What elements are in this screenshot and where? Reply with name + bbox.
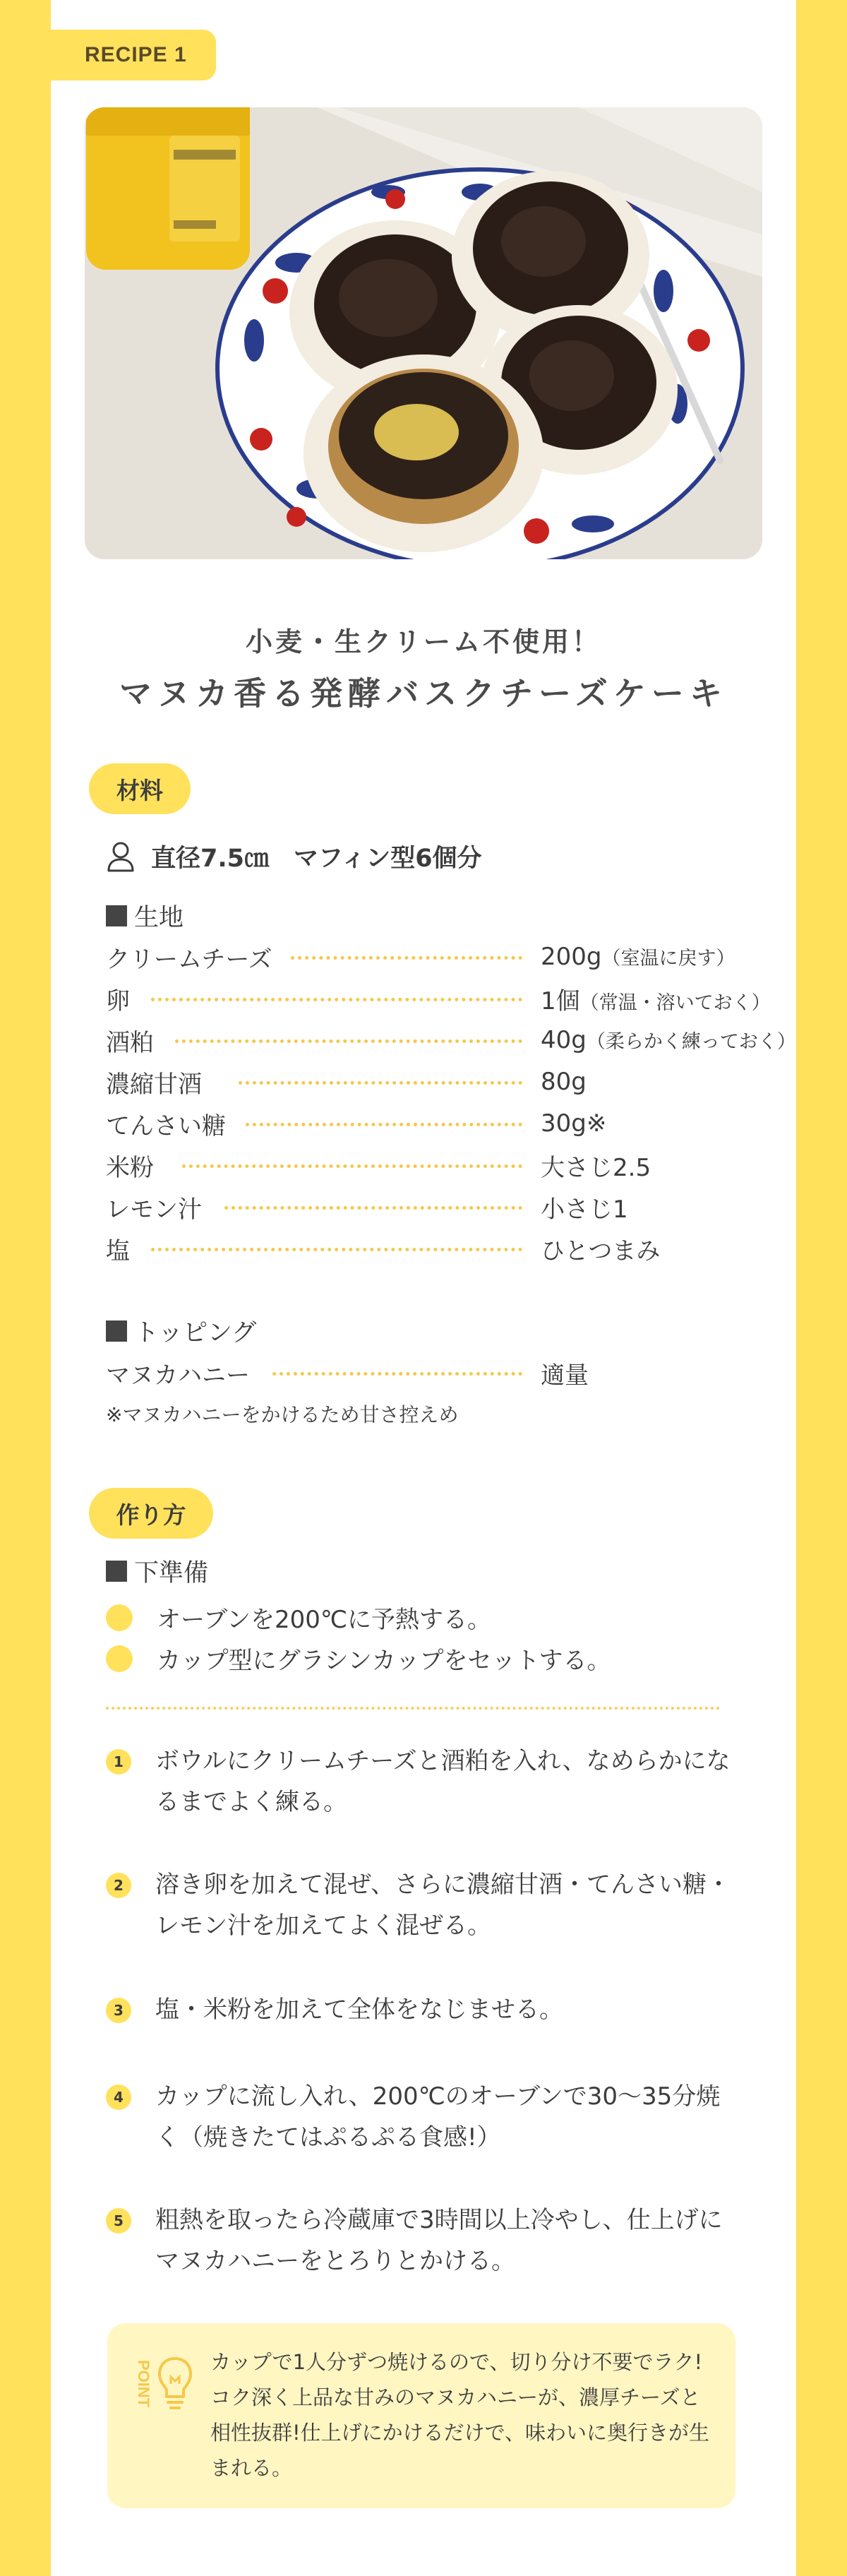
- method-label: 作り方: [89, 1488, 213, 1539]
- leader-dots: [151, 998, 522, 1001]
- serving-text: 直径7.5㎝ マフィン型6個分: [151, 845, 482, 873]
- section-divider: [106, 1707, 720, 1710]
- step-text: 溶き卵を加えて混ぜ、さらに濃縮甘酒・てんさい糖・レモン汁を加えてよく混ぜる。: [155, 1871, 731, 1940]
- ingredient-name: 酒粕: [106, 1028, 154, 1057]
- lightbulb-icon: [155, 2356, 195, 2412]
- ingredients-label: 材料: [89, 763, 191, 814]
- leader-dots: [239, 1081, 522, 1085]
- leader-dots: [151, 1248, 522, 1251]
- bullet-dot-icon: [106, 1604, 133, 1631]
- ingredient-row: [106, 1355, 783, 1390]
- recipe-badge: RECIPE 1: [51, 30, 216, 80]
- step-text: 粗熱を取ったら冷蔵庫で3時間以上冷やし、仕上げにマヌカハニーをとろりとかける。: [155, 2206, 723, 2275]
- step-text: 塩・米粉を加えて全体をなじませる。: [155, 1996, 563, 2024]
- leader-dots: [291, 956, 522, 960]
- ingredient-amount: 200g（室温に戻す）: [541, 943, 735, 971]
- ingredient-row: [106, 1106, 783, 1141]
- leader-dots: [182, 1164, 522, 1168]
- ingredient-amount: 1個（常温・溶いておく）: [541, 986, 771, 1015]
- point-box: [107, 2323, 735, 2508]
- topping-heading-text: トッピング: [134, 1319, 257, 1347]
- ingredient-name: 米粉: [106, 1153, 154, 1182]
- square-bullet-icon: [106, 1561, 127, 1582]
- ingredient-amount: 80g: [541, 1068, 587, 1096]
- ingredient-row: [106, 981, 783, 1016]
- prep-text: カップ型にグラシンカップをセットする。: [157, 1647, 611, 1675]
- step-number: 1: [106, 1749, 131, 1775]
- bullet-dot-icon: [106, 1645, 133, 1672]
- ingredient-amount: 小さじ1: [541, 1195, 628, 1224]
- step-number: 2: [106, 1873, 131, 1898]
- method-step: [106, 1741, 741, 1823]
- point-label-text: POINT: [135, 2360, 152, 2408]
- leader-dots: [224, 1206, 522, 1210]
- ingredient-name: 塩: [106, 1236, 130, 1265]
- ingredient-row: [106, 1147, 783, 1183]
- prep-heading: [106, 1554, 208, 1589]
- ingredient-row: [106, 1231, 783, 1266]
- cheesecake-photo: [85, 107, 762, 559]
- square-bullet-icon: [106, 1320, 127, 1342]
- serving-size: [106, 839, 482, 874]
- ingredient-row: [106, 1189, 783, 1224]
- ingredients-footnote: ※マヌカハニーをかけるため甘さ控えめ: [106, 1403, 459, 1426]
- prep-item: [106, 1600, 491, 1635]
- leader-dots: [272, 1372, 522, 1376]
- ingredient-amount: 40g（柔らかく練っておく）: [541, 1026, 796, 1054]
- ingredient-name: マヌカハニー: [106, 1361, 250, 1390]
- recipe-subtitle: 小麦・生クリーム不使用！: [245, 626, 601, 657]
- ingredient-row: [106, 939, 783, 974]
- ingredient-amount: ひとつまみ: [541, 1236, 661, 1265]
- topping-heading: [106, 1313, 256, 1349]
- method-step: [106, 2076, 741, 2158]
- step-text: カップに流し入れ、200℃のオーブンで30〜35分焼く（焼きたてはぷるぷる食感!）: [155, 2082, 721, 2152]
- recipe-card: [51, 0, 796, 2576]
- prep-heading-text: 下準備: [134, 1559, 209, 1587]
- leader-dots: [246, 1123, 522, 1126]
- dough-heading: [106, 898, 184, 934]
- ingredient-row: [106, 1064, 783, 1099]
- prep-item: [106, 1641, 611, 1676]
- point-text: カップで1人分ずつ焼けるので、切り分け不要でラク! コク深く上品な甘みのマヌカハニーが、濃厚チーズと相性抜群!仕上げにかけるだけで、味わいに奥行きが生まれる。: [210, 2350, 710, 2480]
- ingredient-name: てんさい糖: [106, 1111, 226, 1140]
- ingredient-row: [106, 1022, 796, 1058]
- ingredient-name: クリームチーズ: [106, 945, 272, 974]
- step-number: 3: [106, 1998, 131, 2023]
- method-step: [106, 1989, 741, 2030]
- method-step: [106, 2200, 741, 2282]
- ingredient-amount: 適量: [541, 1361, 589, 1390]
- cheesecake-illustration: [85, 107, 762, 559]
- ingredient-name: 濃縮甘酒: [106, 1070, 202, 1099]
- ingredient-amount: 大さじ2.5: [541, 1153, 651, 1182]
- point-label: [128, 2357, 157, 2449]
- ingredient-name: レモン汁: [106, 1195, 202, 1224]
- ingredient-amount: 30g※: [541, 1109, 607, 1138]
- step-text: ボウルにクリームチーズと酒粕を入れ、なめらかになるまでよく練る。: [155, 1747, 731, 1816]
- step-number: 5: [106, 2208, 131, 2234]
- leader-dots: [175, 1039, 522, 1043]
- recipe-title: マヌカ香る発酵バスクチーズケーキ: [119, 674, 728, 712]
- square-bullet-icon: [106, 905, 127, 926]
- prep-text: オーブンを200℃に予熱する。: [157, 1606, 492, 1634]
- dough-heading-text: 生地: [134, 904, 184, 932]
- step-number: 4: [106, 2085, 131, 2110]
- method-step: [106, 1864, 741, 1946]
- ingredient-name: 卵: [106, 986, 130, 1015]
- person-icon: [106, 841, 136, 872]
